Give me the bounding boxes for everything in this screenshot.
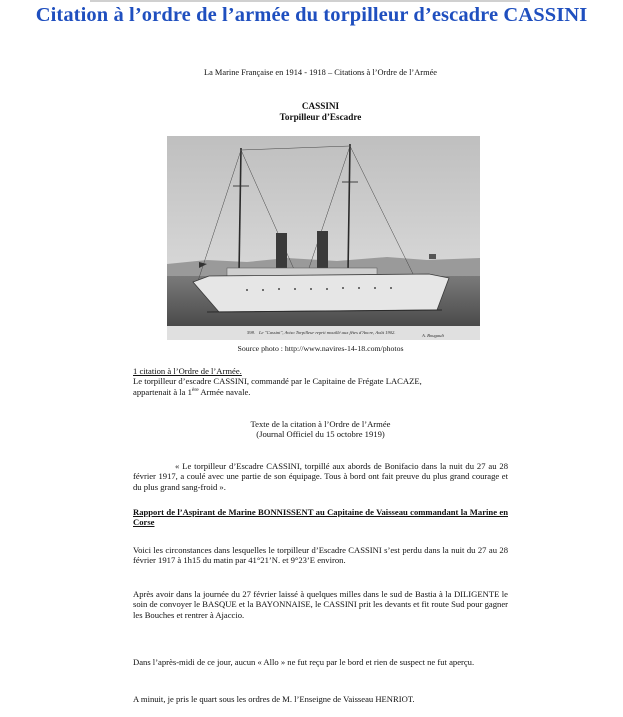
document-header: La Marine Française en 1914 - 1918 – Citations à l’Ordre de l’Armée: [203, 68, 438, 77]
intro-line-1: Le torpilleur d’escadre CASSINI, commandé par le Capitaine de Frégate LACAZE,: [133, 376, 422, 387]
photo-hull: [193, 274, 449, 312]
photo-caption-number: 598.: [247, 330, 256, 335]
ship-name: CASSINI: [301, 101, 340, 111]
ship-type: Torpilleur d’Escadre: [279, 111, 362, 122]
photo-caption-text: Le "Cassini", Aviso Torpilleur reprit mouillé aux fêtes d'Ancre, Août 1902.: [259, 330, 396, 335]
paragraph-1: Voici les circonstances dans lesquelles le torpilleur d’Escadre CASSINI s’est perdu dans la nuit du 27 au 28 février 1917 à 1h15 du matin par 41°21’N. et 9°23’E environ.: [133, 545, 508, 566]
citation-count: 1 citation à l’Ordre de l’Armée.: [133, 366, 242, 376]
intro-line-2: appartenait à la 1ère Armée navale.: [133, 386, 251, 397]
ship-heading: [133, 101, 508, 122]
photo-caption-credit: A. Bougault: [422, 333, 444, 338]
citation-intro: [133, 366, 508, 397]
citation-heading: [133, 419, 508, 440]
paragraph-4: A minuit, je pris le quart sous les ordres de M. l’Enseigne de Vaisseau HENRIOT.: [133, 694, 415, 704]
ship-photo: [167, 136, 480, 340]
photo-source: Source photo : http://www.navires-14-18.com/photos: [237, 344, 404, 353]
citation-heading-line-2: (Journal Officiel du 15 octobre 1919): [256, 429, 385, 440]
report-title: Rapport de l’Aspirant de Marine BONNISSENT au Capitaine de Vaisseau commandant la Marine en Corse: [133, 507, 508, 528]
photo-funnel-2: [317, 231, 328, 271]
citation-text: « Le torpilleur d’Escadre CASSINI, torpillé aux abords de Bonifacio dans la nuit du 27 au 28 février 1917, a coulé avec une partie de son équipage. Tous à bord ont fait preuve du plus grand courage et du plus grand sang-froid ».: [133, 461, 508, 492]
citation-heading-line-1: Texte de la citation à l’Ordre de l’Armée: [250, 419, 391, 429]
paragraph-3: Dans l’après-midi de ce jour, aucun « Allo » ne fut reçu par le bord et rien de suspect ne fut aperçu.: [133, 657, 475, 667]
top-divider: [90, 0, 530, 2]
document-page: [133, 40, 508, 717]
photo-funnel-1: [276, 233, 287, 271]
paragraph-2: Après avoir dans la journée du 27 février laissé à quelques milles dans le sud de Bastia à la DILIGENTE le soin de convoyer le BASQUE et la BAYONNAISE, le CASSINI prit les devants et fit route Sud pour gagner les Bouches et rentrer à Ajaccio.: [133, 589, 508, 620]
page-title: Citation à l’ordre de l’armée du torpilleur d’escadre CASSINI: [35, 4, 588, 26]
